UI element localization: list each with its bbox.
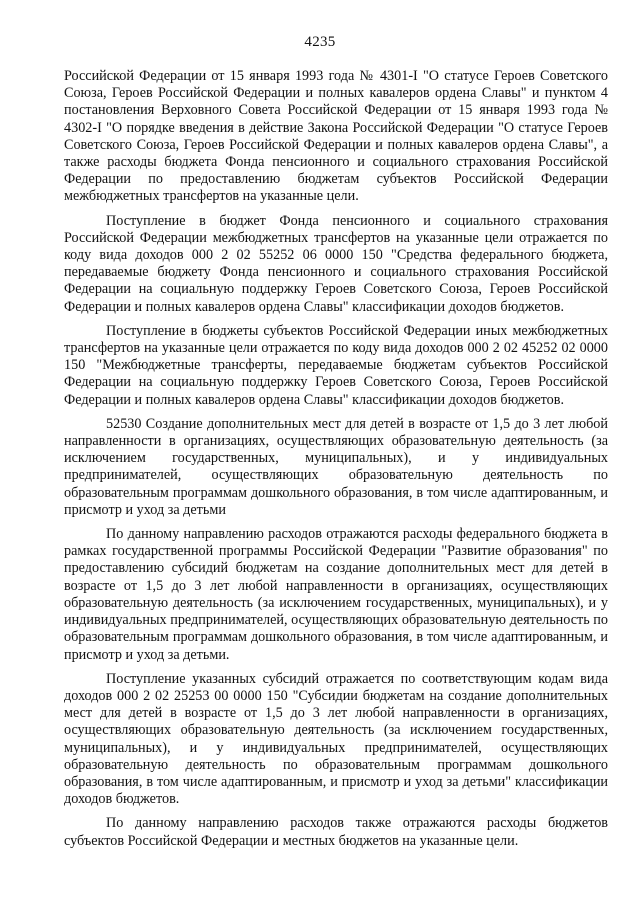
document-body: [64, 68, 608, 857]
paragraph-1: Российской Федерации от 15 января 1993 года № 4301-I "О статусе Героев Советского Союза, Героев Российской Федерации и полных кавалеров ордена Славы" и пунктом 4 постановления Верховного Совета Российской Федерации от 15 января 1993 года № 4302-I "О порядке введения в действие Закона Российской Федерации "О статусе Героев Советского Союза, Героев Российской Федерации и полных кавалеров ордена Славы", а также расходы бюджета Фонда пенсионного и социального страхования Российской Федерации по предоставлению бюджетам субъектов Российской Федерации межбюджетных трансфертов на указанные цели.: [64, 68, 608, 205]
section-heading-52530: 52530 Создание дополнительных мест для детей в возрасте от 1,5 до 3 лет любой направленности в организациях, осуществляющих образовательную деятельность (за исключением государственных, муниципальных), и у индивидуальных предпринимателей, осуществляющих образовательную деятельность по образовательным программам дошкольного образования, в том числе адаптированным, и присмотр и уход за детьми: [64, 415, 608, 518]
paragraph-4: По данному направлению расходов отражаются расходы федерального бюджета в рамках государственной программы Российской Федерации "Развитие образования" по предоставлению субсидий бюджетам на создание дополнительных мест для детей в возрасте от 1,5 до 3 лет любой направленности в организациях, осуществляющих образовательную деятельность (за исключением государственных, муниципальных), и у индивидуальных предпринимателей, осуществляющих образовательную деятельность по образовательным программам дошкольного образования, в том числе адаптированным, и присмотр и уход за детьми.: [64, 526, 608, 663]
page-number: 4235: [304, 34, 336, 50]
paragraph-2: Поступление в бюджет Фонда пенсионного и социального страхования Российской Федерации межбюджетных трансфертов на указанные цели отражается по коду вида доходов 000 2 02 55252 06 0000 150 "Средства федерального бюджета, передаваемые бюджету Фонда пенсионного и социального страхования Российской Федерации на социальную поддержку Героев Советского Союза, Героев Российской Федерации и полных кавалеров ордена Славы" классификации доходов бюджетов.: [64, 212, 608, 315]
paragraph-6: По данному направлению расходов также отражаются расходы бюджетов субъектов Российской Федерации и местных бюджетов на указанные цели.: [64, 815, 608, 849]
paragraph-5: Поступление указанных субсидий отражается по соответствующим кодам вида доходов 000 2 02 25253 00 0000 150 "Субсидии бюджетам на создание дополнительных мест для детей в возрасте от 1,5 до 3 лет любой направленности в организациях, осуществляющих образовательную деятельность (за исключением государственных, муниципальных), и у индивидуальных предпринимателей, осуществляющих образовательную деятельность по образовательным программам дошкольного образования, в том числе адаптированным, и присмотр и уход за детьми" классификации доходов бюджетов.: [64, 670, 608, 808]
paragraph-3: Поступление в бюджеты субъектов Российской Федерации иных межбюджетных трансфертов на указанные цели отражается по коду вида доходов 000 2 02 45252 02 0000 150 "Межбюджетные трансферты, передаваемые бюджетам субъектов Российской Федерации на социальную поддержку Героев Советского Союза, Героев Российской Федерации и полных кавалеров ордена Славы" классификации доходов бюджетов.: [64, 322, 608, 408]
